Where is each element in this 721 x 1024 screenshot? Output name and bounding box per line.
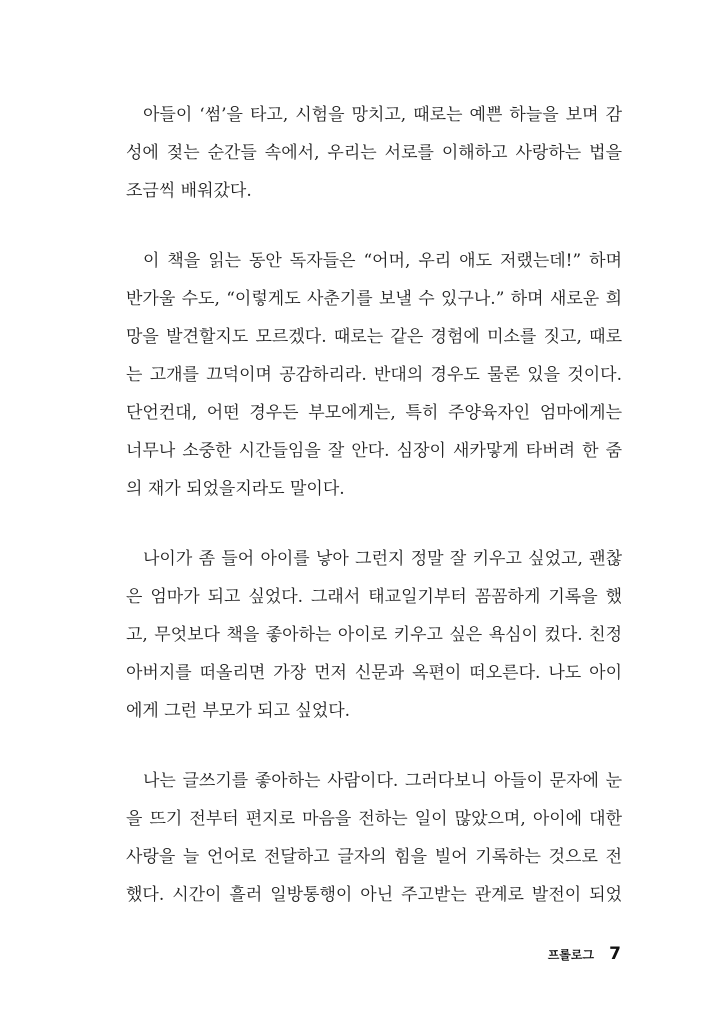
text-line: 성에 젖는 순간들 속에서, 우리는 서로를 이해하고 사랑하는 법을 — [126, 143, 622, 163]
section-label: 프롤로그 — [547, 948, 595, 962]
text-line: 고, 무엇보다 책을 좋아하는 아이로 키우고 싶은 욕심이 컸다. 친정 — [126, 625, 622, 645]
text-line: 망을 발견할지도 모르겠다. 때로는 같은 경험에 미소를 짓고, 때로 — [126, 327, 622, 347]
text-line: 이 책을 읽는 동안 독자들은 “어머, 우리 애도 저랬는데!” 하며 — [143, 251, 622, 271]
paragraph-1 — [126, 96, 622, 210]
text-line: 반가울 수도, “이렇게도 사춘기를 보낼 수 있구나.” 하며 새로운 희 — [126, 289, 622, 309]
text-line: 단언컨대, 어떤 경우든 부모에게는, 특히 주양육자인 엄마에게는 — [126, 403, 622, 423]
body-text — [126, 96, 622, 946]
paragraph-3 — [126, 540, 622, 730]
paragraph-2 — [126, 242, 622, 508]
text-line: 나이가 좀 들어 아이를 낳아 그런지 정말 잘 키우고 싶었고, 괜찮 — [143, 549, 622, 569]
text-line: 조금씩 배워갔다. — [126, 181, 252, 201]
text-line: 는 고개를 끄덕이며 공감하리라. 반대의 경우도 물론 있을 것이다. — [126, 365, 622, 385]
text-line: 사랑을 늘 언어로 전달하고 글자의 힘을 빌어 기록하는 것으로 전 — [126, 847, 622, 867]
text-line: 에게 그런 부모가 되고 싶었다. — [126, 701, 351, 721]
page-number: 7 — [609, 944, 621, 964]
text-line: 은 엄마가 되고 싶었다. 그래서 태교일기부터 꼼꼼하게 기록을 했 — [126, 587, 622, 607]
paragraph-4 — [126, 762, 622, 914]
text-line: 의 재가 되었을지라도 말이다. — [126, 479, 345, 499]
page-footer — [548, 944, 621, 964]
text-line: 했다. 시간이 흘러 일방통행이 아닌 주고받는 관계로 발전이 되었 — [126, 885, 622, 905]
text-line: 을 뜨기 전부터 편지로 마음을 전하는 일이 많았으며, 아이에 대한 — [126, 809, 622, 829]
text-line: 너무나 소중한 시간들임을 잘 안다. 심장이 새카맣게 타버려 한 줌 — [126, 441, 622, 461]
text-line: 아들이 ‘썸’을 타고, 시험을 망치고, 때로는 예쁜 하늘을 보며 감 — [143, 105, 622, 125]
text-line: 나는 글쓰기를 좋아하는 사람이다. 그러다보니 아들이 문자에 눈 — [143, 771, 622, 791]
text-line: 아버지를 떠올리면 가장 먼저 신문과 옥편이 떠오른다. 나도 아이 — [126, 663, 622, 683]
